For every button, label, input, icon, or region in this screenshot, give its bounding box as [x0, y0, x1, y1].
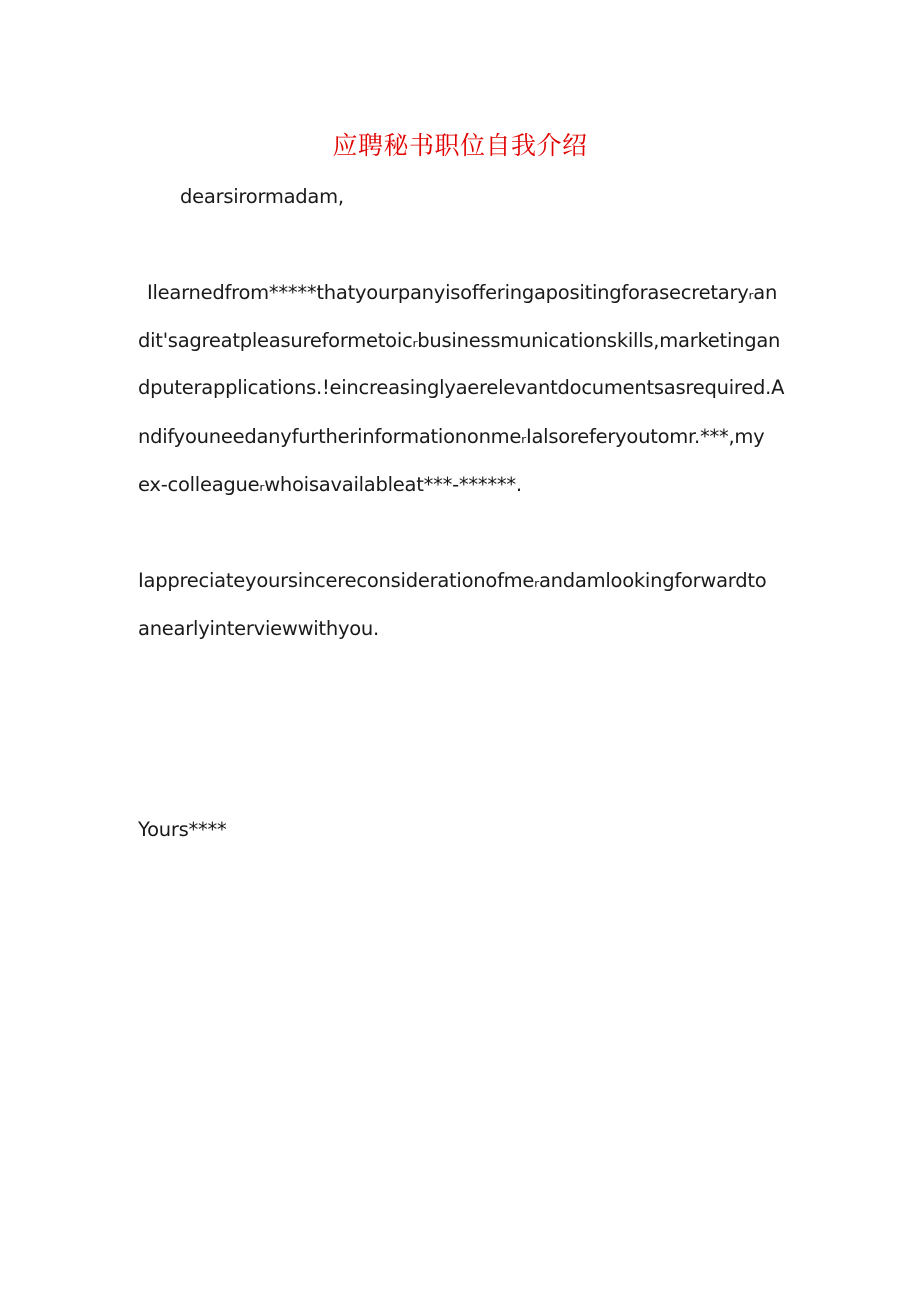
greeting-line: dearsirormadam, [180, 185, 344, 208]
paragraph-1-line-2: dit'sagreatpleasureformetoicᵣbusinessmunicationskills,marketingan [138, 329, 781, 352]
paragraph-2-line-1: Iappreciateyoursincereconsiderationofmeᵣandamlookingforwardto [138, 569, 767, 592]
document-title: 应聘秘书职位自我介绍 [332, 131, 588, 160]
paragraph-1-line-5: ex-colleagueᵣwhoisavailableat***-******. [138, 473, 522, 496]
paragraph-1-line-3: dputerapplications.!eincreasinglyaerelevantdocumentsasrequired.A [138, 376, 785, 399]
paragraph-2-line-2: anearlyinterviewwithyou. [138, 617, 379, 640]
signoff-line: Yours**** [138, 818, 227, 841]
paragraph-1-line-4: ndifyouneedanyfurtherinformationonmeᵣIalsoreferyoutomr.***,my [138, 425, 765, 448]
paragraph-1-line-1: Ilearnedfrom*****thatyourpanyisofferingapositingforasecretaryᵣan [147, 281, 778, 304]
